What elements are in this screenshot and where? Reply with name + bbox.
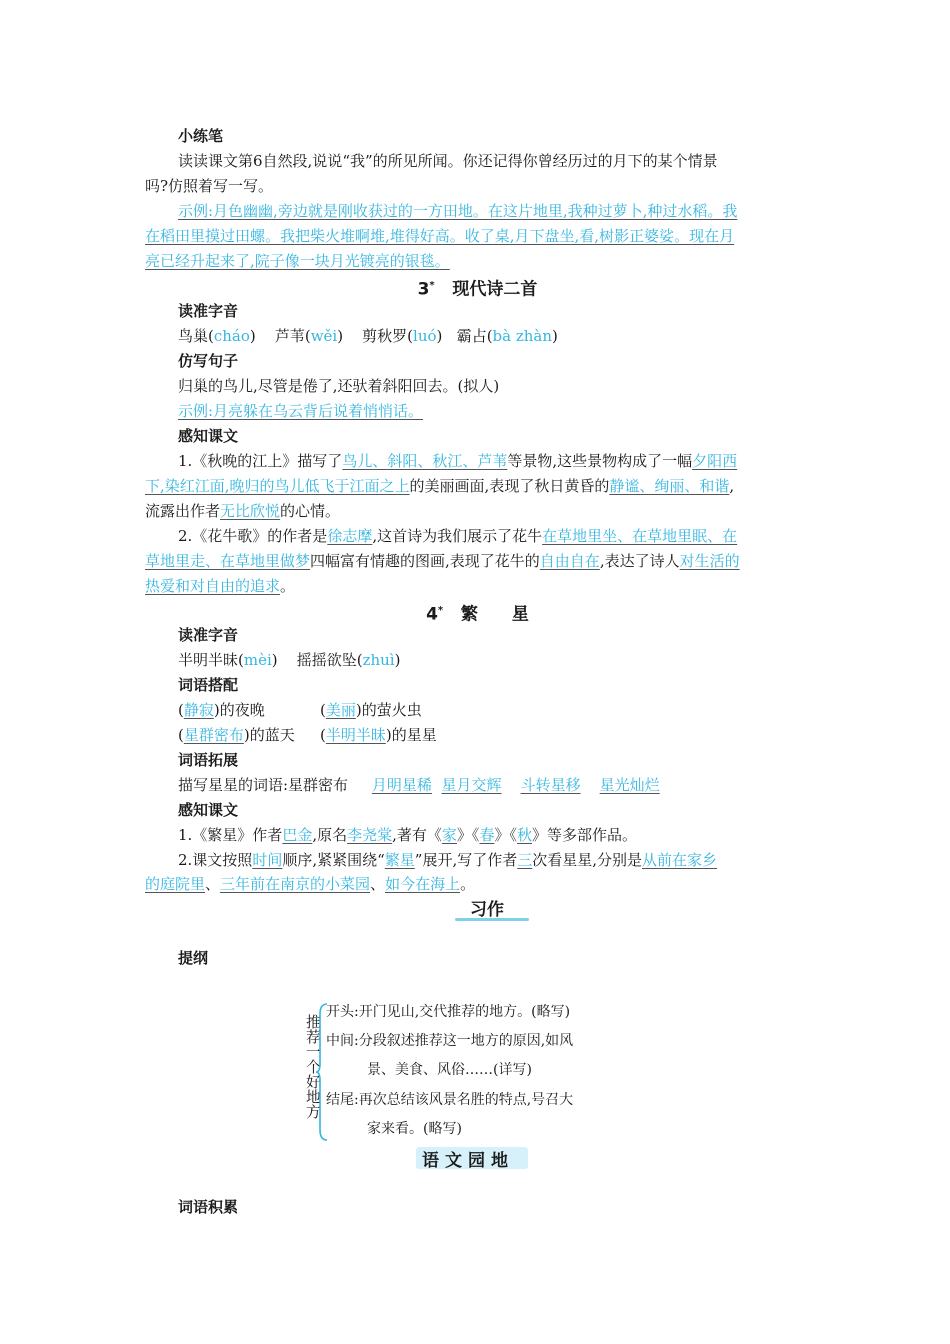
lesson3-imitate-heading: 仿写句子 [178, 352, 239, 370]
practice-answer-line2: 在稻田里摸过田螺。我把柴火堆啊堆,堆得好高。收了桌,月下盘坐,看,树影正婆娑。现在月 [145, 227, 735, 245]
match-item1: (静寂)的夜晚 [178, 701, 265, 719]
outline-middle: 中间:分段叙述推荐这一地方的原因,如风 [326, 1033, 574, 1049]
lesson4-know-heading: 感知课文 [178, 801, 239, 819]
practice-answer-line1: 示例:月色幽幽,旁边就是刚收获过的一方田地。在这片地里,我种过萝卜,种过水稻。我 [178, 202, 738, 220]
writing-banner-text: 习作 [470, 900, 504, 920]
lesson3-know-item1-line3: 流露出作者无比欣悦的心情。 [145, 502, 341, 520]
lesson3-imitate-question: 归巢的鸟儿,尽管是倦了,还驮着斜阳回去。(拟人) [178, 377, 500, 395]
match-item4: (半明半昧)的星星 [320, 726, 437, 744]
practice-answer-line3: 亮已经升起来了,院子像一块月光镀亮的银毯。 [145, 252, 450, 270]
lesson3-read-heading: 读准字音 [178, 302, 239, 320]
lesson4-know-item2-line2: 的庭院里、三年前在南京的小菜园、如今在海上。 [145, 875, 476, 893]
lesson4-extend-heading: 词语拓展 [178, 751, 239, 769]
lesson3-know-item2-line1: 2.《花牛歌》的作者是徐志摩,这首诗为我们展示了花牛在草地里坐、在草地里眠、在 [178, 527, 738, 545]
lesson4-know-item1: 1.《繁星》作者巴金,原名李尧棠,著有《家》《春》《秋》等多部作品。 [178, 826, 637, 844]
word-banmingbanmei: 半明半昧(mèi) [178, 651, 278, 669]
match-item2: (美丽)的萤火虫 [320, 701, 422, 719]
outline-heading: 提纲 [178, 949, 209, 967]
outline-start: 开头:开门见山,交代推荐的地方。(略写) [326, 1004, 571, 1020]
word-niaochao: 鸟巢(cháo) [178, 327, 256, 345]
outline-vertical-label: 推荐一个好地方 [304, 1014, 322, 1119]
outline-end: 结尾:再次总结该风景名胜的特点,号召大 [326, 1092, 574, 1108]
lesson4-title: 4* 繁 星 [426, 604, 529, 625]
outline-middle-cont: 景、美食、风俗……(详写) [367, 1062, 532, 1078]
word-jianqiuluo: 剪秋罗(luó) [362, 327, 443, 345]
lesson4-match-heading: 词语搭配 [178, 676, 239, 694]
lesson3-pinyin-row [178, 324, 558, 348]
lesson3-imitate-answer: 示例:月亮躲在乌云背后说着悄悄话。 [178, 402, 424, 420]
lesson4-know-item2-line1: 2.课文按照时间顺序,紧紧围绕“繁星”展开,写了作者三次看星星,分别是从前在家乡 [178, 851, 718, 869]
practice-question: 读读课文第6自然段,说说“我”的所见所闻。你还记得你曾经历过的月下的某个情景 [178, 152, 718, 170]
lesson3-know-item2-line2: 草地里走、在草地里做梦四幅富有情趣的图画,表现了花牛的自由自在,表达了诗人对生活的 [145, 552, 740, 570]
lesson3-know-item2-line3: 热爱和对自由的追求。 [145, 577, 296, 595]
garden-banner-text: 语文园地 [422, 1151, 514, 1171]
word-accumulation-heading: 词语积累 [178, 1198, 239, 1216]
lesson3-know-heading: 感知课文 [178, 427, 239, 445]
lesson4-extend-row: 描写星星的词语:星群密布 月明星稀 星月交辉 斗转星移 星光灿烂 [178, 776, 660, 794]
lesson3-title: 3* 现代诗二首 [417, 279, 538, 300]
outline-end-cont: 家来看。(略写) [367, 1121, 462, 1137]
word-yaoyaoyuzhui: 摇摇欲坠(zhuì) [296, 651, 401, 669]
practice-question-cont: 吗?仿照着写一写。 [145, 177, 274, 195]
word-luwei: 芦苇(wěi) [274, 327, 344, 345]
match-item3: (星群密布)的蓝天 [178, 726, 295, 744]
lesson4-pinyin-row [178, 648, 400, 672]
practice-heading: 小练笔 [178, 127, 224, 145]
lesson3-know-item1-line2: 下,染红江面,晚归的鸟儿低飞于江面之上的美丽画面,表现了秋日黄昏的静谧、绚丽、和谐, [145, 477, 735, 495]
word-bazhan: 霸占(bà zhàn) [456, 327, 558, 345]
lesson3-know-item1-line1: 1.《秋晚的江上》描写了鸟儿、斜阳、秋江、芦苇等景物,这些景物构成了一幅夕阳西 [178, 452, 738, 470]
lesson4-read-heading: 读准字音 [178, 626, 239, 644]
